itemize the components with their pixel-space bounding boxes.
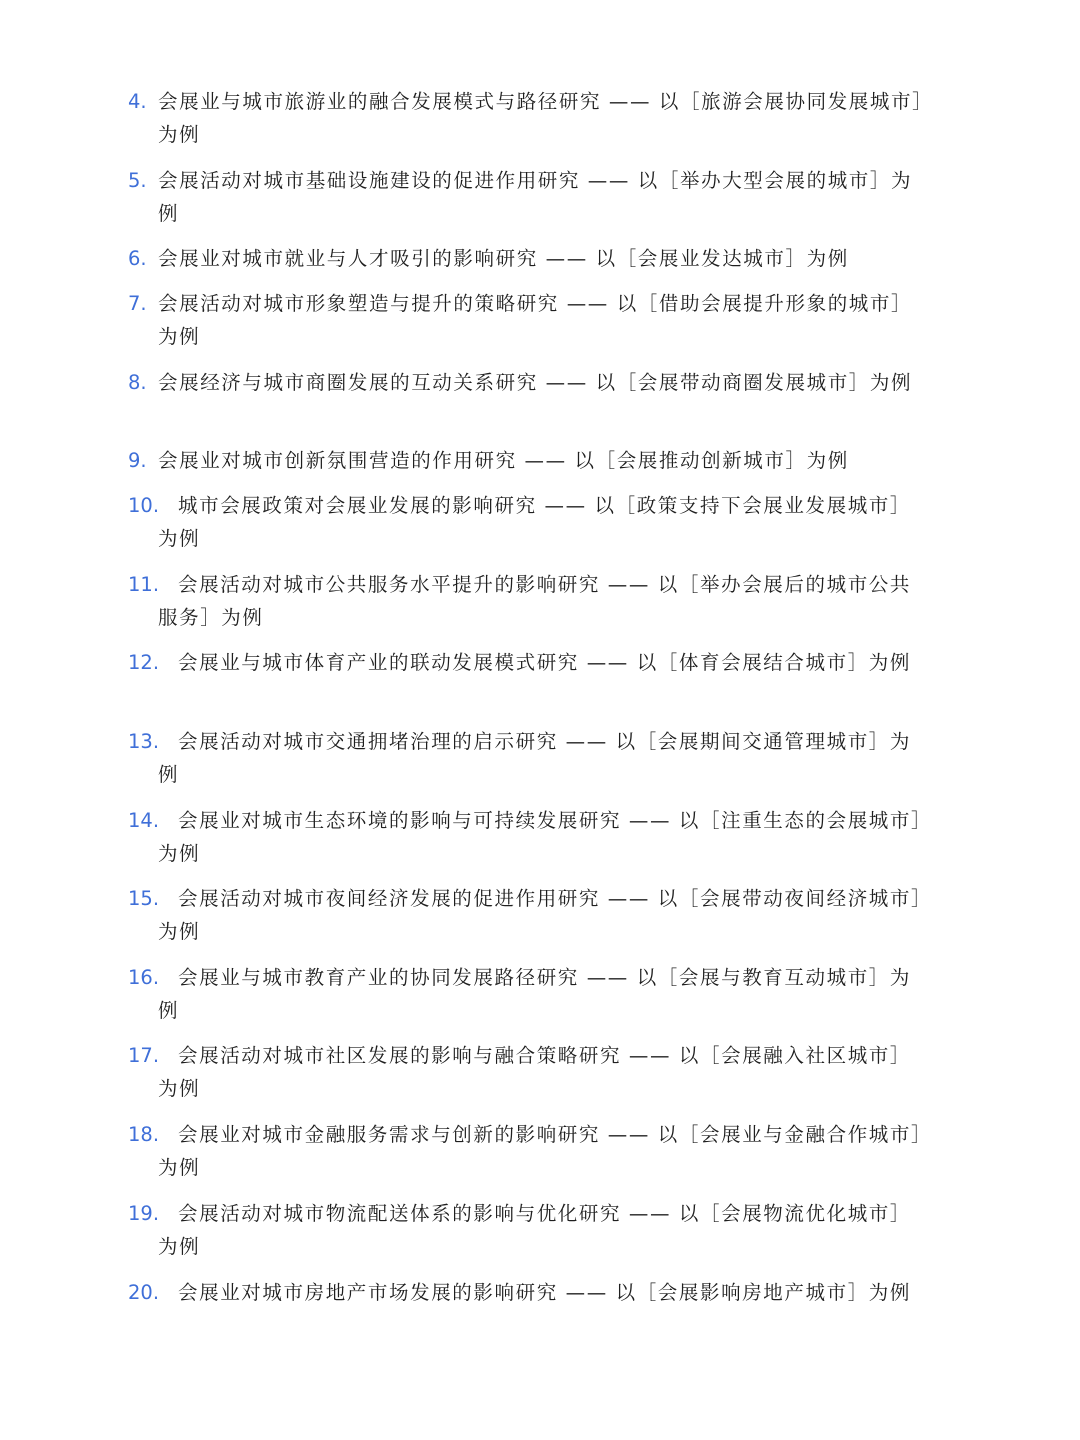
item-text-continued: 为例 (158, 1077, 201, 1100)
item-text: 会展活动对城市形象塑造与提升的策略研究 —— 以［借助会展提升形象的城市］ (158, 292, 913, 315)
item-number: 5. (128, 169, 147, 192)
list-item (128, 1118, 958, 1184)
list-item (128, 85, 958, 151)
list-item (128, 242, 958, 275)
list-item (128, 1039, 958, 1105)
item-text: 会展业与城市体育产业的联动发展模式研究 —— 以［体育会展结合城市］为例 (178, 651, 911, 674)
item-text-continued: 为例 (158, 842, 201, 865)
item-text: 会展业对城市金融服务需求与创新的影响研究 —— 以［会展业与金融合作城市］ (178, 1123, 933, 1146)
list-item (128, 882, 958, 948)
list-item (128, 646, 958, 679)
item-text-continued: 服务］为例 (158, 606, 264, 629)
item-text: 会展活动对城市夜间经济发展的促进作用研究 —— 以［会展带动夜间经济城市］ (178, 887, 933, 910)
item-number: 7. (128, 292, 147, 315)
item-text: 会展经济与城市商圈发展的互动关系研究 —— 以［会展带动商圈发展城市］为例 (158, 371, 913, 394)
item-text-continued: 为例 (158, 527, 201, 550)
item-text-continued: 为例 (158, 1235, 201, 1258)
list-item (128, 287, 958, 353)
item-text-continued: 例 (158, 202, 180, 225)
item-text: 会展活动对城市物流配送体系的影响与优化研究 —— 以［会展物流优化城市］ (178, 1202, 911, 1225)
item-text: 会展活动对城市交通拥堵治理的启示研究 —— 以［会展期间交通管理城市］为 (178, 730, 911, 753)
item-number: 8. (128, 371, 147, 394)
list-item (128, 164, 958, 230)
list-item (128, 1197, 958, 1263)
item-text: 会展业与城市旅游业的融合发展模式与路径研究 —— 以［旅游会展协同发展城市］ (158, 90, 934, 113)
item-text: 会展业对城市生态环境的影响与可持续发展研究 —— 以［注重生态的会展城市］ (178, 809, 933, 832)
item-number: 11. (128, 573, 160, 596)
item-text-continued: 为例 (158, 123, 201, 146)
item-number: 14. (128, 809, 160, 832)
list-item (128, 489, 958, 555)
item-number: 9. (128, 449, 147, 472)
item-number: 6. (128, 247, 147, 270)
item-number: 19. (128, 1202, 160, 1225)
item-text-continued: 为例 (158, 325, 201, 348)
item-text-continued: 例 (158, 999, 180, 1022)
item-number: 13. (128, 730, 160, 753)
item-text: 会展活动对城市基础设施建设的促进作用研究 —— 以［举办大型会展的城市］为 (158, 169, 913, 192)
item-text: 会展业对城市房地产市场发展的影响研究 —— 以［会展影响房地产城市］为例 (178, 1281, 911, 1304)
item-text: 会展业与城市教育产业的协同发展路径研究 —— 以［会展与教育互动城市］为 (178, 966, 911, 989)
list-item (128, 568, 958, 634)
item-text: 会展业对城市就业与人才吸引的影响研究 —— 以［会展业发达城市］为例 (158, 247, 849, 270)
item-number: 20. (128, 1281, 160, 1304)
list-item (128, 804, 958, 870)
item-number: 10. (128, 494, 160, 517)
item-text-continued: 为例 (158, 1156, 201, 1179)
item-text: 会展活动对城市公共服务水平提升的影响研究 —— 以［举办会展后的城市公共 (178, 573, 911, 596)
item-text: 会展业对城市创新氛围营造的作用研究 —— 以［会展推动创新城市］为例 (158, 449, 849, 472)
list-item (128, 1276, 958, 1309)
list-item (128, 961, 958, 1027)
item-text-continued: 例 (158, 763, 180, 786)
item-number: 18. (128, 1123, 160, 1146)
item-number: 16. (128, 966, 160, 989)
list-item (128, 366, 958, 399)
item-number: 4. (128, 90, 147, 113)
item-number: 15. (128, 887, 160, 910)
item-number: 12. (128, 651, 160, 674)
item-text-continued: 为例 (158, 920, 201, 943)
item-number: 17. (128, 1044, 160, 1067)
list-item (128, 444, 958, 477)
item-text: 城市会展政策对会展业发展的影响研究 —— 以［政策支持下会展业发展城市］ (178, 494, 911, 517)
list-item (128, 725, 958, 791)
item-text: 会展活动对城市社区发展的影响与融合策略研究 —— 以［会展融入社区城市］ (178, 1044, 911, 1067)
